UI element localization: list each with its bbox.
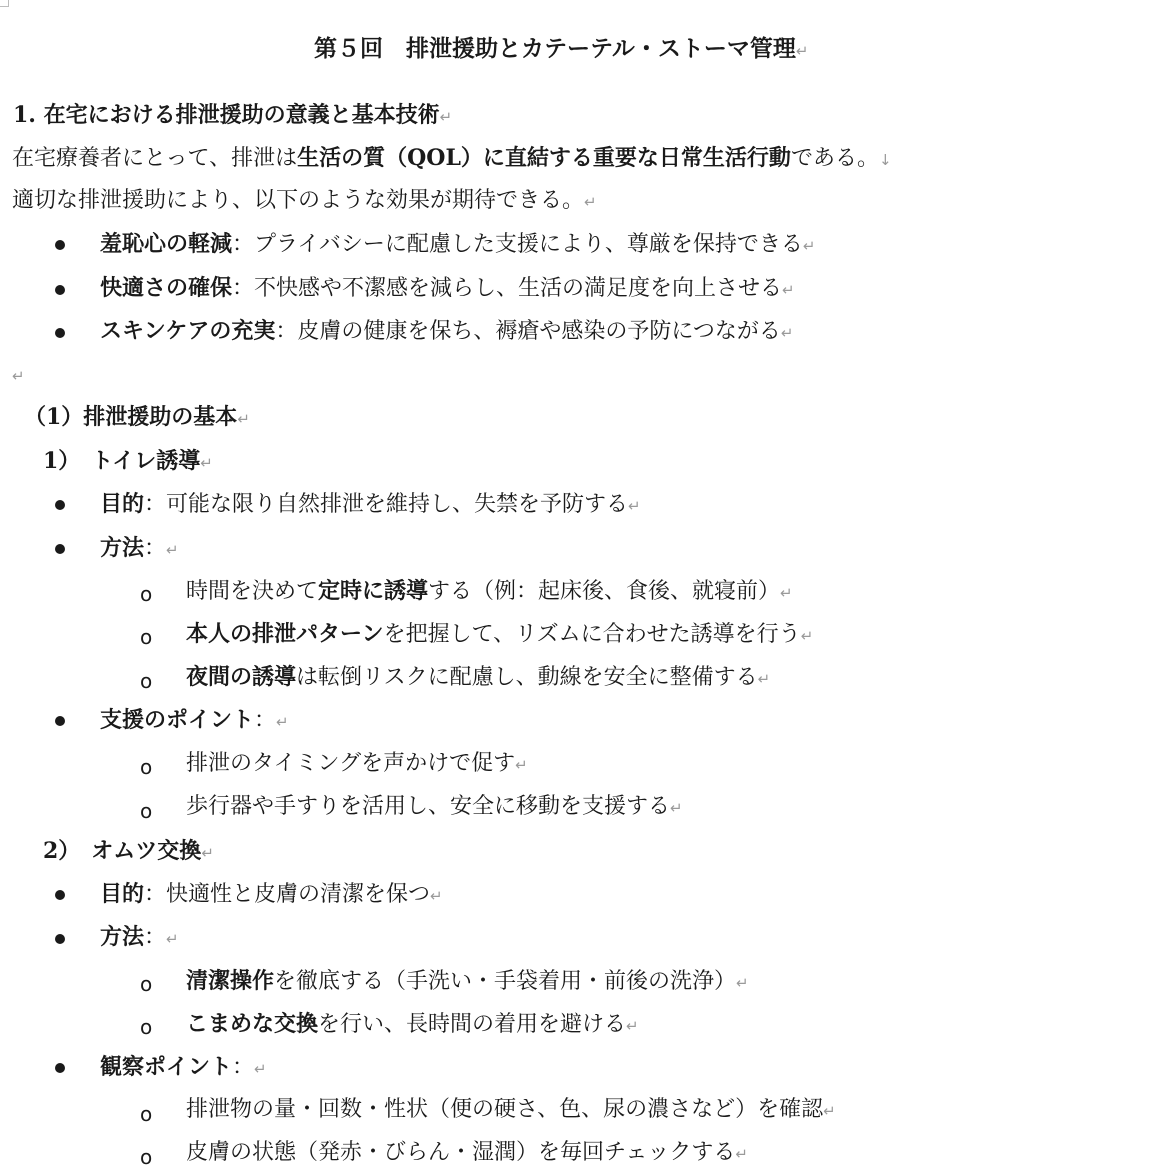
effect-item: 羞恥心の軽減：プライバシーに配慮した支援により、尊厳を保持できる↵ [100, 231, 816, 257]
bullet-dot [55, 328, 65, 338]
paragraph-mark: ↵ [201, 844, 214, 862]
paragraph-mark: ↵ [795, 42, 809, 60]
paragraph-mark: ↵ [780, 584, 793, 602]
bullet-dot [55, 716, 65, 726]
sub-bullet: o [140, 799, 153, 823]
diaper-obs-item: 排泄物の量・回数・性状（便の硬さ、色、尿の濃さなど）を確認↵ [186, 1097, 836, 1122]
paragraph-mark: ↵ [515, 756, 528, 774]
paragraph-mark: ↵ [166, 541, 179, 559]
diaper-method-item: こまめな交換を行い、長時間の着用を避ける↵ [186, 1011, 639, 1037]
sub-bullet: o [140, 1102, 153, 1126]
diaper-purpose: 目的：快適性と皮膚の清潔を保つ↵ [100, 881, 443, 907]
paragraph-mark: ↵ [628, 497, 641, 515]
toilet-method-item: 本人の排泄パターンを把握して、リズムに合わせた誘導を行う↵ [186, 621, 814, 647]
paragraph-mark: ↵ [800, 627, 814, 645]
bullet-dot [55, 890, 65, 900]
diaper-method-label: 方法：↵ [100, 924, 179, 950]
sub-bullet: o [140, 582, 153, 606]
toilet-method-label: 方法：↵ [100, 535, 179, 561]
item-heading-diaper: 2） オムツ交換↵ [43, 838, 214, 864]
sub-bullet: o [140, 755, 153, 779]
paragraph-mark: ↵ [237, 410, 250, 428]
bullet-dot [55, 934, 65, 944]
bullet-dot [55, 1063, 65, 1073]
diaper-method-item: 清潔操作を徹底する（手洗い・手袋着用・前後の洗浄）↵ [186, 968, 749, 994]
effect-item: 快適さの確保：不快感や不潔感を減らし、生活の満足度を向上させる↵ [100, 275, 795, 301]
paragraph-mark: ↵ [757, 670, 771, 688]
sub-bullet: o [140, 972, 153, 996]
bullet-dot [55, 240, 65, 250]
item-heading-toilet: 1） トイレ誘導↵ [43, 448, 213, 474]
toilet-method-item: 時間を決めて定時に誘導する（例：起床後、食後、就寝前）↵ [186, 578, 793, 604]
paragraph-mark: ↵ [439, 108, 453, 126]
page-corner-mark [0, 0, 9, 7]
paragraph-mark: ↵ [626, 1017, 639, 1035]
paragraph-mark: ↵ [200, 454, 213, 472]
paragraph-mark: ↵ [823, 1102, 836, 1120]
line-break-mark: ↓ [878, 151, 892, 169]
effect-item: スキンケアの充実：皮膚の健康を保ち、褥瘡や感染の予防につながる↵ [100, 318, 794, 344]
paragraph-mark: ↵ [736, 974, 749, 992]
paragraph-mark: ↵ [780, 324, 794, 342]
paragraph-mark: ↵ [430, 887, 443, 905]
paragraph-mark: ↵ [802, 237, 816, 255]
intro-line-2: 適切な排泄援助により、以下のような効果が期待できる。↵ [12, 188, 597, 213]
paragraph-mark: ↵ [254, 1060, 267, 1078]
diaper-obs-label: 観察ポイント：↵ [100, 1054, 267, 1080]
paragraph-mark: ↵ [670, 799, 683, 817]
toilet-method-item: 夜間の誘導は転倒リスクに配慮し、動線を安全に整備する↵ [186, 664, 771, 690]
toilet-point-item: 歩行器や手すりを活用し、安全に移動を支援する↵ [186, 794, 683, 819]
paragraph-mark: ↵ [584, 193, 597, 211]
diaper-obs-item: 皮膚の状態（発赤・びらん・湿潤）を毎回チェックする↵ [186, 1140, 748, 1165]
bullet-dot [55, 544, 65, 554]
sub-bullet: o [140, 625, 153, 649]
paragraph-mark: ↵ [12, 367, 25, 385]
paragraph-mark: ↵ [276, 713, 289, 731]
section-heading: 1. 在宅における排泄援助の意義と基本技術↵ [13, 102, 453, 128]
page-title: 第５回 排泄援助とカテーテル・ストーマ管理↵ [314, 35, 809, 62]
bullet-dot [55, 285, 65, 295]
toilet-points-label: 支援のポイント：↵ [100, 707, 289, 733]
subsection-heading: （1）排泄援助の基本↵ [24, 404, 250, 430]
intro-line-1: 在宅療養者にとって、排泄は生活の質（QOL）に直結する重要な日常生活行動である。↓ [12, 145, 892, 171]
sub-bullet: o [140, 1145, 153, 1169]
toilet-purpose: 目的：可能な限り自然排泄を維持し、失禁を予防する↵ [100, 491, 641, 517]
empty-paragraph [12, 360, 25, 391]
bullet-dot [55, 500, 65, 510]
toilet-point-item: 排泄のタイミングを声かけで促す↵ [186, 751, 528, 776]
paragraph-mark: ↵ [735, 1145, 748, 1163]
paragraph-mark: ↵ [166, 930, 179, 948]
paragraph-mark: ↵ [782, 281, 795, 299]
sub-bullet: o [140, 1015, 153, 1039]
sub-bullet: o [140, 669, 153, 693]
